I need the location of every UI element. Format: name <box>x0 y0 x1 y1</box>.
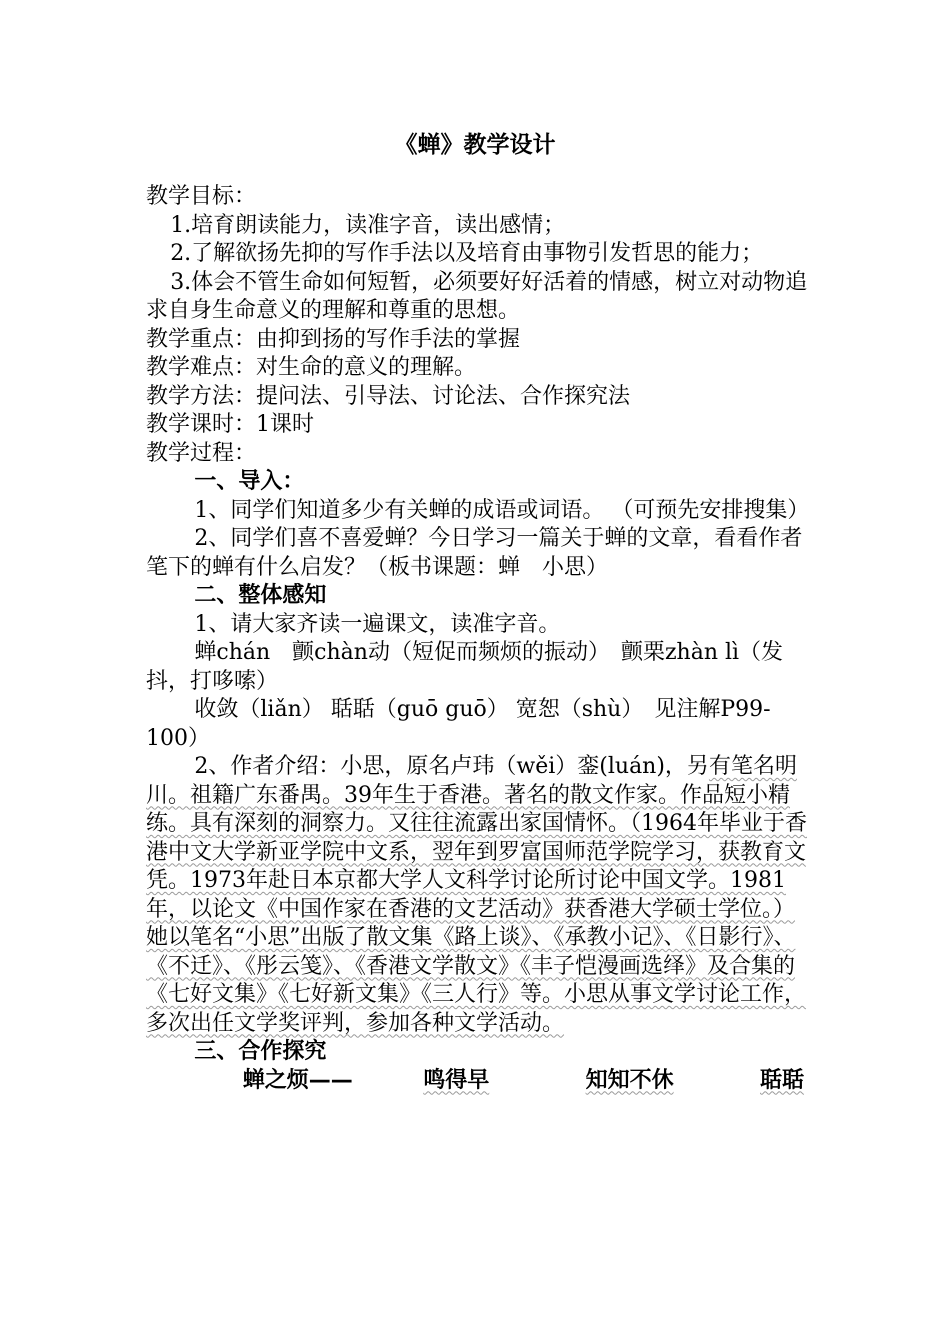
row-term-4: 聒聒 <box>760 1067 805 1093</box>
section-3-row <box>146 1067 816 1096</box>
document-body <box>146 183 816 1095</box>
author-introduction <box>146 753 816 1038</box>
author-intro-underlined: 有笔名明川。祖籍广东番禺。39年生于香港。著名的散文作家。作品短小精练。具有深刻的洞察力。又往往流露出家国情怀。（1964年毕业于香港中文大学新亚学院中文系，翌年到罗富国师范学院学习，获教育文凭。1973年赴日本京都大学人文科学讨论所讨论中国文学。1981年，以论文《中国作家在香港的文艺活动》获香港大学硕士学位。）她以笔名“小思”出版了散文集《路上谈》、《承教小记》、《日影行》、《不迁》、《彤云笺》、《香港文学散文》《丰子恺漫画选绎》及合集的《七好文集》《七好新文集》《三人行》等。小思从事文学讨论工作，多次出任文学奖评判，参加各种文学活动。 <box>146 754 807 1036</box>
row-term-2: 鸣得早 <box>423 1067 490 1093</box>
section-1-heading: 一、导入： <box>194 469 305 494</box>
pronunciation-line-1: 蝉chán 颤chàn动（短促而频烦的振动） 颤栗zhàn lì（发抖，打哆嗦） <box>146 640 784 694</box>
author-intro-lead: 2、作者介绍：小思，原名卢玮（wěi）銮(luán)，另 <box>194 754 709 779</box>
teaching-hours: 教学课时：1课时 <box>146 412 314 437</box>
objective-2: 2.了解欲扬先抑的写作手法以及培育由事物引发哲思的能力； <box>170 241 764 266</box>
section-1-paragraph-1: 1、同学们知道多少有关蝉的成语或词语。 （可预先安排搜集） <box>194 497 810 523</box>
objectives-label: 教学目标： <box>146 184 257 209</box>
row-term-3: 知知不休 <box>585 1067 674 1093</box>
page-title: 《蝉》教学设计 <box>394 132 556 158</box>
section-3-heading: 三、合作探究 <box>194 1039 327 1064</box>
section-2-paragraph-1: 1、请大家齐读一遍课文，读准字音。 <box>194 611 561 637</box>
section-2-heading: 二、整体感知 <box>194 583 327 608</box>
objective-3: 3.体会不管生命如何短暂，必须要好好活着的情感，树立对动物追求自身生命意义的理解和尊重的思想。 <box>146 269 808 323</box>
key-point: 教学重点：由抑到扬的写作手法的掌握 <box>146 326 521 352</box>
objective-1: 1.培育朗读能力，读准字音，读出感情； <box>170 212 566 238</box>
section-1-paragraph-2: 2、同学们喜不喜爱蝉？今日学习一篇关于蝉的文章，看看作者笔下的蝉有什么启发？（板书课题：蝉 小思） <box>146 526 803 580</box>
difficulty: 教学难点：对生命的意义的理解。 <box>146 355 477 380</box>
process-label: 教学过程： <box>146 440 257 466</box>
teaching-methods: 教学方法：提问法、引导法、讨论法、合作探究法 <box>146 383 631 409</box>
row-term-1: 蝉之烦—— <box>242 1067 353 1093</box>
pronunciation-line-2: 收敛（liǎn） 聒聒（guō guō） 宽恕（shù） 见注解P99-100） <box>146 697 771 751</box>
